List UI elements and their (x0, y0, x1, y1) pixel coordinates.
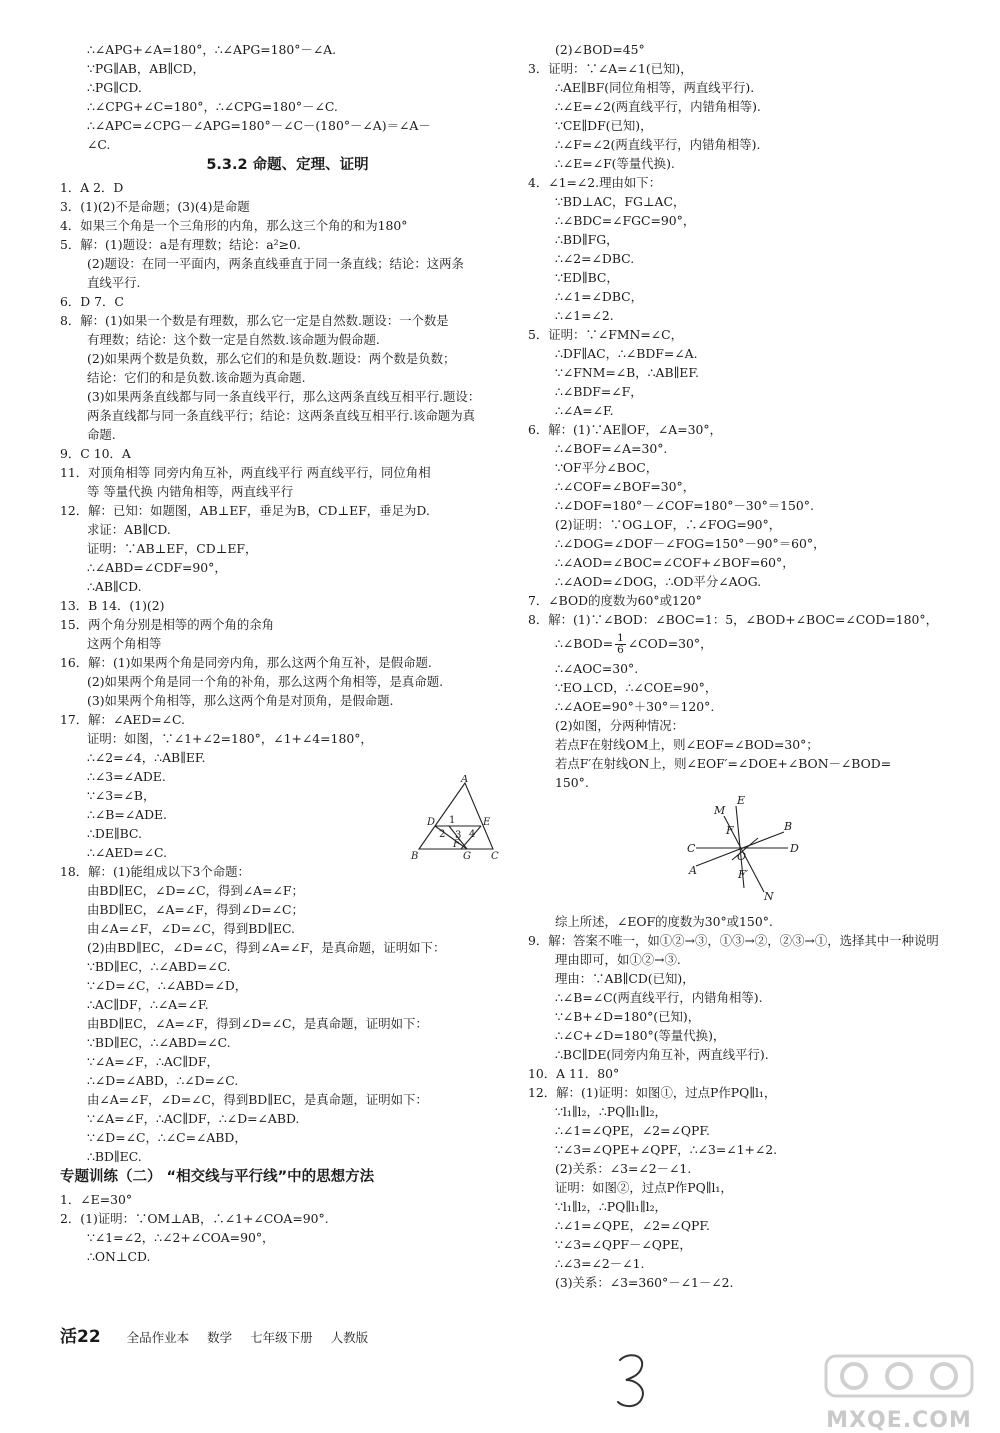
text-line: ∴BD∥EC. (87, 1149, 142, 1164)
text-line: ∴BD∥FG， (555, 232, 619, 247)
text-line: 理由即可，如①②→③. (555, 952, 681, 967)
text-line: 7．∠BOD的度数为60°或120° (528, 593, 702, 608)
text-line: 12．解：已知：如题图，AB⊥EF，垂足为B，CD⊥EF，垂足为D. (60, 503, 430, 518)
handwritten-mark (612, 1350, 652, 1416)
text-line: ∵BD∥EC，∴∠ABD=∠C. (87, 1035, 231, 1050)
page-footer (60, 1322, 382, 1347)
text-line: ∴∠1=∠2. (555, 308, 614, 323)
footer-book: 全品作业本 (126, 1330, 190, 1345)
text-line: 这两个角相等 (87, 636, 162, 651)
fig8-label-M: M (714, 804, 726, 817)
text-line: 理由：∵AB∥CD(已知)， (555, 971, 695, 986)
text-line: ∴∠3=∠ADE. (87, 769, 166, 784)
text-line: ∵∠A=∠F，∴AC∥DF，∴∠D=∠ABD. (87, 1111, 300, 1126)
text-line: ∴∠ABD=∠CDF=90°， (87, 560, 227, 575)
text-line: 1．A 2．D (60, 180, 124, 195)
text-line: 证明：∵AB⊥EF，CD⊥EF， (87, 541, 258, 556)
text-line: 6．解：(1)∵AE∥OF，∠A=30°， (528, 422, 722, 437)
fig8-label-N: N (764, 890, 774, 903)
section-heading: 专题训练（二） “相交线与平行线”中的思想方法 (60, 1169, 375, 1185)
fig17-label-A: A (461, 775, 469, 785)
fig17-label-C: C (491, 851, 499, 862)
text-line: ∴∠B=∠ADE. (87, 807, 168, 822)
fig8-label-B: B (784, 820, 793, 833)
fig8-label-F: F (726, 824, 734, 837)
left-column (60, 40, 515, 1266)
text-line: ∠C. (87, 137, 111, 152)
figure-8 (528, 792, 968, 912)
fig17-label-D: D (427, 817, 436, 828)
text-line: ∴∠B=∠C(两直线平行，内错角相等). (555, 990, 763, 1005)
text-line: 9．解：答案不唯一，如①②→③，①③→②，②③→①，选择其中一种说明 (528, 933, 939, 948)
text-line: 由∠A=∠F，∠D=∠C，得到BD∥EC. (87, 921, 295, 936)
text-line: 5．解：(1)题设：a是有理数；结论：a²≥0. (60, 237, 301, 252)
text-line: ∴∠CPG+∠C=180°，∴∠CPG=180°－∠C. (87, 99, 338, 114)
text-line: 若点F′在射线ON上，则∠EOF′=∠DOE+∠BON－∠BOD= (555, 756, 892, 771)
fig17-angle-1: 1 (449, 815, 456, 826)
footer-edition: 人教版 (330, 1330, 369, 1345)
text-line: (3)如果两个角相等，那么这两个角是对顶角，是假命题. (87, 693, 394, 708)
fig17-label-F: F (453, 839, 460, 850)
text-line: 证明：如图②，过点P作PQ∥l₁， (555, 1180, 733, 1195)
text-line: ∴BC∥DE(同旁内角互补，两直线平行). (555, 1047, 769, 1062)
text-line: 15．两个角分别是相等的两个角的余角 (60, 617, 275, 632)
fraction-numerator: 1 (617, 632, 624, 644)
text-line: 4．∠1=∠2.理由如下： (528, 175, 662, 190)
figure-8-diagram (528, 792, 968, 912)
fraction-line (528, 629, 968, 659)
text-line: (2)题设：在同一平面内，两条直线垂直于同一条直线；结论：这两条 (87, 256, 464, 271)
text-line: ∴∠A=∠F. (555, 403, 614, 418)
text-line: 16．解：(1)如果两个角是同旁内角，那么这两个角互补，是假命题. (60, 655, 432, 670)
text-line: ∴∠E=∠F(等量代换). (555, 156, 675, 171)
text-line: ∴∠AOC=30°. (555, 661, 639, 676)
text-line: ∵∠FNM=∠B，∴AB∥EF. (555, 365, 699, 380)
section-heading: 5.3.2 命题、定理、证明 (206, 157, 369, 173)
text-line: 两条直线都与同一条直线平行；结论：这两条直线互相平行.该命题为真 (87, 408, 476, 423)
fig17-label-E: E (483, 817, 491, 828)
fig8-label-D: D (790, 842, 799, 855)
page-number: 活22 (60, 1327, 101, 1347)
text-line: ∵∠D=∠C，∴∠ABD=∠D， (87, 978, 248, 993)
text-line: ∵l₁∥l₂，∴PQ∥l₁∥l₂， (555, 1199, 667, 1214)
text-line: 17．解：∠AED=∠C. (60, 712, 185, 727)
text-line: 有理数；结论：这个数一定是自然数.该命题为假命题. (87, 332, 380, 347)
right-part-3 (528, 912, 968, 1292)
text-line: ∵∠B+∠D=180°(已知)， (555, 1009, 701, 1024)
text-line: ∴∠AOD=∠DOG，∴OD平分∠AOG. (555, 574, 762, 589)
text-line: 若点F在射线OM上，则∠EOF=∠BOD=30°； (555, 737, 819, 752)
right-part-1 (528, 40, 968, 629)
text-line: 150°. (555, 775, 589, 790)
fig17-label-B: B (411, 851, 419, 862)
text-line: ∴AE∥BF(同位角相等，两直线平行). (555, 80, 755, 95)
text-line: 命题. (87, 427, 116, 442)
text-line: (3)关系：∠3=360°－∠1－∠2. (555, 1275, 734, 1290)
text-line: 由BD∥EC，∠A=∠F，得到∠D=∠C； (87, 902, 304, 917)
text-line: ∴∠2=∠DBC. (555, 251, 635, 266)
text-line: 1．∠E=30° (60, 1192, 133, 1207)
fraction-denominator: 6 (617, 644, 624, 656)
text-line: ∴∠DOF=180°－∠COF=180°－30°＝150°. (555, 498, 814, 513)
text-line: ∴∠1=∠QPE，∠2=∠QPF. (555, 1218, 710, 1233)
text-line: ∴∠BOF=∠A=30°. (555, 441, 668, 456)
right-part-2 (528, 659, 968, 792)
text-line: ∴∠AOD=∠BOC=∠COF+∠BOF=60°， (555, 555, 795, 570)
text-line: 证明：如图，∵∠1+∠2=180°，∠1+∠4=180°， (87, 731, 373, 746)
text-line: ∵OF平分∠BOC， (555, 460, 659, 475)
footer-grade: 七年级下册 (250, 1330, 313, 1345)
fig17-angle-3: 3 (455, 830, 462, 841)
text-line: 结论：它们的和是负数.该命题为真命题. (87, 370, 306, 385)
text-line: 13．B 14．(1)(2) (60, 598, 165, 613)
fig17-angle-2: 2 (439, 829, 446, 840)
text-line: 8．解：(1)∵∠BOD：∠BOC=1：5，∠BOD+∠BOC=∠COD=180°， (528, 612, 938, 627)
text-line: ∴∠COF=∠BOF=30°， (555, 479, 696, 494)
text-line: 5．证明：∵∠FMN=∠C， (528, 327, 683, 342)
text-line: ∴AB∥CD. (87, 579, 142, 594)
text-line: ∴∠1=∠QPE，∠2=∠QPF. (555, 1123, 710, 1138)
text-line: (2)关系：∠3=∠2－∠1. (555, 1161, 692, 1176)
text-line: ∴∠AED=∠C. (87, 845, 167, 860)
text-line: ∴∠APC=∠CPG－∠APG=180°－∠C－(180°－∠A)＝∠A－ (87, 118, 431, 133)
text-line: ∴AC∥DF，∴∠A=∠F. (87, 997, 209, 1012)
text-line: 由∠A=∠F，∠D=∠C，得到BD∥EC，是真命题，证明如下： (87, 1092, 428, 1107)
text-line: 由BD∥EC，∠D=∠C，得到∠A=∠F； (87, 883, 304, 898)
text-line: 9．C 10．A (60, 446, 131, 461)
text-line: (2)证明：∵OG⊥OF，∴∠FOG=90°， (555, 517, 782, 532)
text-line: ∵l₁∥l₂，∴PQ∥l₁∥l₂， (555, 1104, 667, 1119)
text-line: 等 等量代换 内错角相等，两直线平行 (87, 484, 294, 499)
text-line: 4．如果三个角是一个三角形的内角，那么这三个角的和为180° (60, 218, 408, 233)
fraction-prefix: ∴∠BOD= (555, 636, 614, 651)
text-line: ∴∠2=∠4，∴AB∥EF. (87, 750, 206, 765)
text-line: 3．(1)(2)不是命题；(3)(4)是命题 (60, 199, 250, 214)
text-line: ∴∠AOE=90°＋30°＝120°. (555, 699, 715, 714)
text-line: 6．D 7．C (60, 294, 124, 309)
text-line: ∴∠F=∠2(两直线平行，内错角相等). (555, 137, 761, 152)
text-line: 由BD∥EC，∠A=∠F，得到∠D=∠C，是真命题，证明如下： (87, 1016, 428, 1031)
text-line: ∵BD⊥AC，FG⊥AC， (555, 194, 686, 209)
text-line: ∵∠3=∠QPE+∠QPF，∴∠3=∠1+∠2. (555, 1142, 778, 1157)
fig17-label-G: G (463, 851, 471, 862)
watermark (824, 1352, 974, 1433)
text-line: ∵∠1=∠2，∴∠2+∠COA=90°， (87, 1230, 275, 1245)
text-line: 8．解：(1)如果一个数是有理数，那么它一定是自然数.题设：一个数是 (60, 313, 449, 328)
text-line: 综上所述，∠EOF的度数为30°或150°. (555, 914, 773, 929)
text-line: ∵∠3=∠QPF－∠QPE， (555, 1237, 692, 1252)
text-line: ∴∠DOG=∠DOF－∠FOG=150°－90°＝60°， (555, 536, 826, 551)
text-line: ∵ED∥BC， (555, 270, 619, 285)
fraction-suffix: ∠COD=30°， (627, 636, 713, 651)
text-line: (2)∠BOD=45° (555, 42, 645, 57)
text-line: (2)如果两个角是同一个角的补角，那么这两个角相等，是真命题. (87, 674, 444, 689)
watermark-url: MXQE.COM (826, 1408, 972, 1433)
text-line: ∴DE∥BC. (87, 826, 142, 841)
text-line: ∵EO⊥CD，∴∠COE=90°， (555, 680, 718, 695)
text-line: ∵BD∥EC，∴∠ABD=∠C. (87, 959, 231, 974)
text-line: ∵∠A=∠F，∴AC∥DF， (87, 1054, 219, 1069)
text-line: 3．证明：∵∠A=∠1(已知)， (528, 61, 693, 76)
text-line: ∵CE∥DF(已知)， (555, 118, 653, 133)
text-line: (2)由BD∥EC，∠D=∠C，得到∠A=∠F，是真命题，证明如下： (87, 940, 446, 955)
text-line: ∴∠APG+∠A=180°，∴∠APG=180°－∠A. (87, 42, 337, 57)
text-line: 2．(1)证明：∵OM⊥AB，∴∠1+∠COA=90°. (60, 1211, 329, 1226)
text-line: ∴∠BDF=∠F， (555, 384, 643, 399)
text-line: (3)如果两条直线都与同一条直线平行，那么这两条直线互相平行.题设： (87, 389, 481, 404)
text-line: 10．A 11．80° (528, 1066, 620, 1081)
text-line: ∴∠C+∠D=180°(等量代换)， (555, 1028, 726, 1043)
figure-17-diagram (405, 775, 505, 865)
text-line: 18．解：(1)能组成以下3个命题： (60, 864, 250, 879)
text-line: ∴∠BDC=∠FGC=90°， (555, 213, 696, 228)
fraction (615, 633, 626, 656)
text-line: 直线平行. (87, 275, 141, 290)
text-line: ∴∠3=∠2－∠1. (555, 1256, 645, 1271)
text-line: ∵PG∥AB，AB∥CD， (87, 61, 205, 76)
fig8-label-O: O (737, 850, 747, 863)
text-line: ∴∠D=∠ABD，∴∠D=∠C. (87, 1073, 239, 1088)
text-line: 12．解：(1)证明：如图①，过点P作PQ∥l₁， (528, 1085, 777, 1100)
text-line: ∴∠E=∠2(两直线平行，内错角相等). (555, 99, 761, 114)
fig8-label-A: A (689, 864, 697, 877)
fig8-label-C: C (687, 842, 696, 855)
fig8-label-E: E (737, 794, 746, 807)
text-line: 求证：AB∥CD. (87, 522, 171, 537)
text-line: ∴DF∥AC，∴∠BDF=∠A. (555, 346, 698, 361)
text-line: (2)如图，分两种情况： (555, 718, 685, 733)
text-line: (2)如果两个数是负数，那么它们的和是负数.题设：两个数是负数； (87, 351, 456, 366)
text-line: 11．对顶角相等 同旁内角互补，两直线平行 两直线平行，同位角相 (60, 465, 431, 480)
text-line: ∴ON⊥CD. (87, 1249, 151, 1264)
text-line: ∵∠3=∠B， (87, 788, 156, 803)
fig8-label-F-prime: F′ (738, 868, 749, 881)
watermark-logo (824, 1352, 974, 1408)
footer-subject: 数学 (207, 1330, 233, 1345)
text-line: ∴PG∥CD. (87, 80, 142, 95)
fig17-angle-4: 4 (469, 829, 476, 840)
text-line: ∴∠1=∠DBC， (555, 289, 644, 304)
right-column (528, 40, 968, 1292)
text-line: ∵∠D=∠C，∴∠C=∠ABD， (87, 1130, 247, 1145)
